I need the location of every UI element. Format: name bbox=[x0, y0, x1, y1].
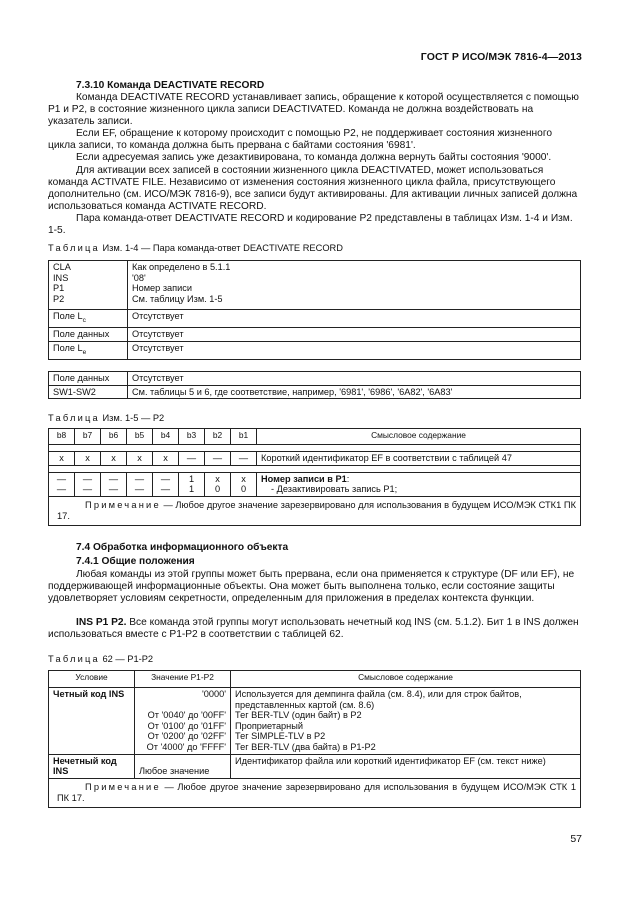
paragraph: Пара команда-ответ DEACTIVATE RECORD и кодирование P2 представлены в таблицах Изм. 1-4 и Изм. 1-5. bbox=[48, 213, 573, 236]
document-header: ГОСТ Р ИСО/МЭК 7816-4—2013 bbox=[420, 51, 582, 63]
cell: — bbox=[179, 452, 205, 466]
header-cell: Значение P1-P2 bbox=[135, 671, 231, 688]
header-cell: b2 bbox=[205, 429, 231, 445]
header-cell: Смысловое содержание bbox=[231, 671, 581, 688]
header-cell: b1 bbox=[231, 429, 257, 445]
header-cell: b3 bbox=[179, 429, 205, 445]
cell: — — bbox=[75, 472, 101, 496]
table-caption: Таблица Изм. 1-4 — Пара команда-ответ DEACTIVATE RECORD bbox=[48, 243, 343, 253]
header-cell: b8 bbox=[49, 429, 75, 445]
spacer-cell bbox=[49, 445, 581, 452]
table-note: Примечание — Любое другое значение зарезервировано для использования в будущем ИСО/МЭК СТК 1 ПК 17. bbox=[49, 778, 581, 807]
cell: Отсутствует bbox=[128, 342, 581, 360]
cell: CLA INS P1 P2 bbox=[49, 261, 128, 310]
cell: Любое значение bbox=[135, 754, 231, 778]
cell: См. таблицы 5 и 6, где соответствие, например, '6981', '6986', '6A82', '6A83' bbox=[128, 385, 581, 399]
cell: Отсутствует bbox=[128, 310, 581, 328]
header-cell: b5 bbox=[127, 429, 153, 445]
cell: x bbox=[153, 452, 179, 466]
cell: x bbox=[75, 452, 101, 466]
cell: Поле $L_e$ bbox=[49, 342, 128, 360]
section-7-3-10-title: 7.3.10 Команда DEACTIVATE RECORD bbox=[76, 80, 265, 91]
cell: — — bbox=[101, 472, 127, 496]
cell: x bbox=[101, 452, 127, 466]
table-note: Примечание — Любое другое значение зарезервировано для использования в будущем ИСО/МЭК СТК1 ПК 17. bbox=[49, 496, 581, 525]
table-izm-1-4 bbox=[48, 260, 581, 360]
header-cell: b6 bbox=[101, 429, 127, 445]
cell: Как определено в 5.1.1 '08' Номер записи См. таблицу Изм. 1-5 bbox=[128, 261, 581, 310]
section-7-4-1-title: 7.4.1 Общие положения bbox=[76, 556, 195, 567]
cell: x bbox=[49, 452, 75, 466]
cell: — bbox=[205, 452, 231, 466]
paragraph: Любая команды из этой группы может быть прервана, если она применяется к структуре (DF или EF), не поддерживающей информационные объекты. Она может быть выполнена только, если состояние защиты удовлетворяет условиям секретности, определенным для приложения в пределах контекста функции. bbox=[48, 569, 575, 604]
paragraph: Команда DEACTIVATE RECORD устанавливает запись, обращение к которой осуществляется с помощью P1 и P2, в состояние жизненного цикла записи DEACTIVATED. Команда не должна воздействовать на указатель записи. bbox=[48, 92, 579, 127]
cell: Номер записи в P1: - Дезактивировать запись P1; bbox=[257, 472, 581, 496]
header-cell: Условие bbox=[49, 671, 135, 688]
cell: Четный код INS bbox=[49, 688, 135, 755]
page-number: 57 bbox=[570, 833, 582, 845]
table-izm-1-4-response bbox=[48, 371, 581, 399]
paragraph: Если EF, обращение к которому происходит с помощью P2, не поддерживает состояния жизненного цикла записи, то команда должна быть прервана с байтами состояния '6981'. bbox=[48, 128, 553, 151]
cell: Короткий идентификатор EF в соответствии с таблицей 47 bbox=[257, 452, 581, 466]
table-caption: Таблица 62 — P1-P2 bbox=[48, 654, 154, 664]
cell: Используется для демпинга файла (см. 8.4), или для строк байтов, представленных картой (см. 8.6) Тег BER-TLV (один байт) в P2 Проприетарный Тег SIMPLE-TLV в P2 Тег BER-TLV (два байта) в P1-P2 bbox=[231, 688, 581, 755]
table-izm-1-5 bbox=[48, 428, 581, 526]
header-cell: b7 bbox=[75, 429, 101, 445]
table-caption: Таблица Изм. 1-5 — P2 bbox=[48, 413, 165, 423]
header-cell: b4 bbox=[153, 429, 179, 445]
cell: 1 1 bbox=[179, 472, 205, 496]
table-62 bbox=[48, 670, 581, 808]
paragraph: INS P1 P2. Все команда этой группы могут использовать нечетный код INS (см. 5.1.2). Бит 1 в INS должен использоваться вместе с P1-P2 в соответствии с таблицей 62. bbox=[48, 617, 579, 640]
cell: x 0 bbox=[231, 472, 257, 496]
spacer-cell bbox=[49, 465, 581, 472]
cell: — — bbox=[153, 472, 179, 496]
cell: Идентификатор файла или короткий идентификатор EF (см. текст ниже) bbox=[231, 754, 581, 778]
cell: x 0 bbox=[205, 472, 231, 496]
cell: — bbox=[231, 452, 257, 466]
cell: Отсутствует bbox=[128, 372, 581, 386]
cell: — — bbox=[49, 472, 75, 496]
cell: Поле данных bbox=[49, 328, 128, 342]
cell: SW1-SW2 bbox=[49, 385, 128, 399]
cell: '0000' От '0040' до '00FF' От '0100' до '01FF' От '0200' до '02FF' От '4000' до 'FFFF' bbox=[135, 688, 231, 755]
paragraph: Для активации всех записей в состоянии жизненного цикла DEACTIVATED, может использоваться команда ACTIVATE FILE. Независимо от изменения состояния жизненного цикла файла, присутствующего дополнительно (см. ИСО/МЭК 7816-9), все записи будут активированы. Для активации личных записей должна использоваться команда ACTIVATE RECORD. bbox=[48, 165, 578, 212]
section-7-4-title: 7.4 Обработка информационного объекта bbox=[76, 542, 289, 553]
cell: Нечетный код INS bbox=[49, 754, 135, 778]
paragraph: Если адресуемая запись уже дезактивирована, то команда должна вернуть байты состояния '9000'. bbox=[76, 152, 552, 163]
cell: Поле данных bbox=[49, 372, 128, 386]
header-cell: Смысловое содержание bbox=[257, 429, 581, 445]
cell: Отсутствует bbox=[128, 328, 581, 342]
cell: — — bbox=[127, 472, 153, 496]
cell: x bbox=[127, 452, 153, 466]
cell: Поле $L_c$ bbox=[49, 310, 128, 328]
